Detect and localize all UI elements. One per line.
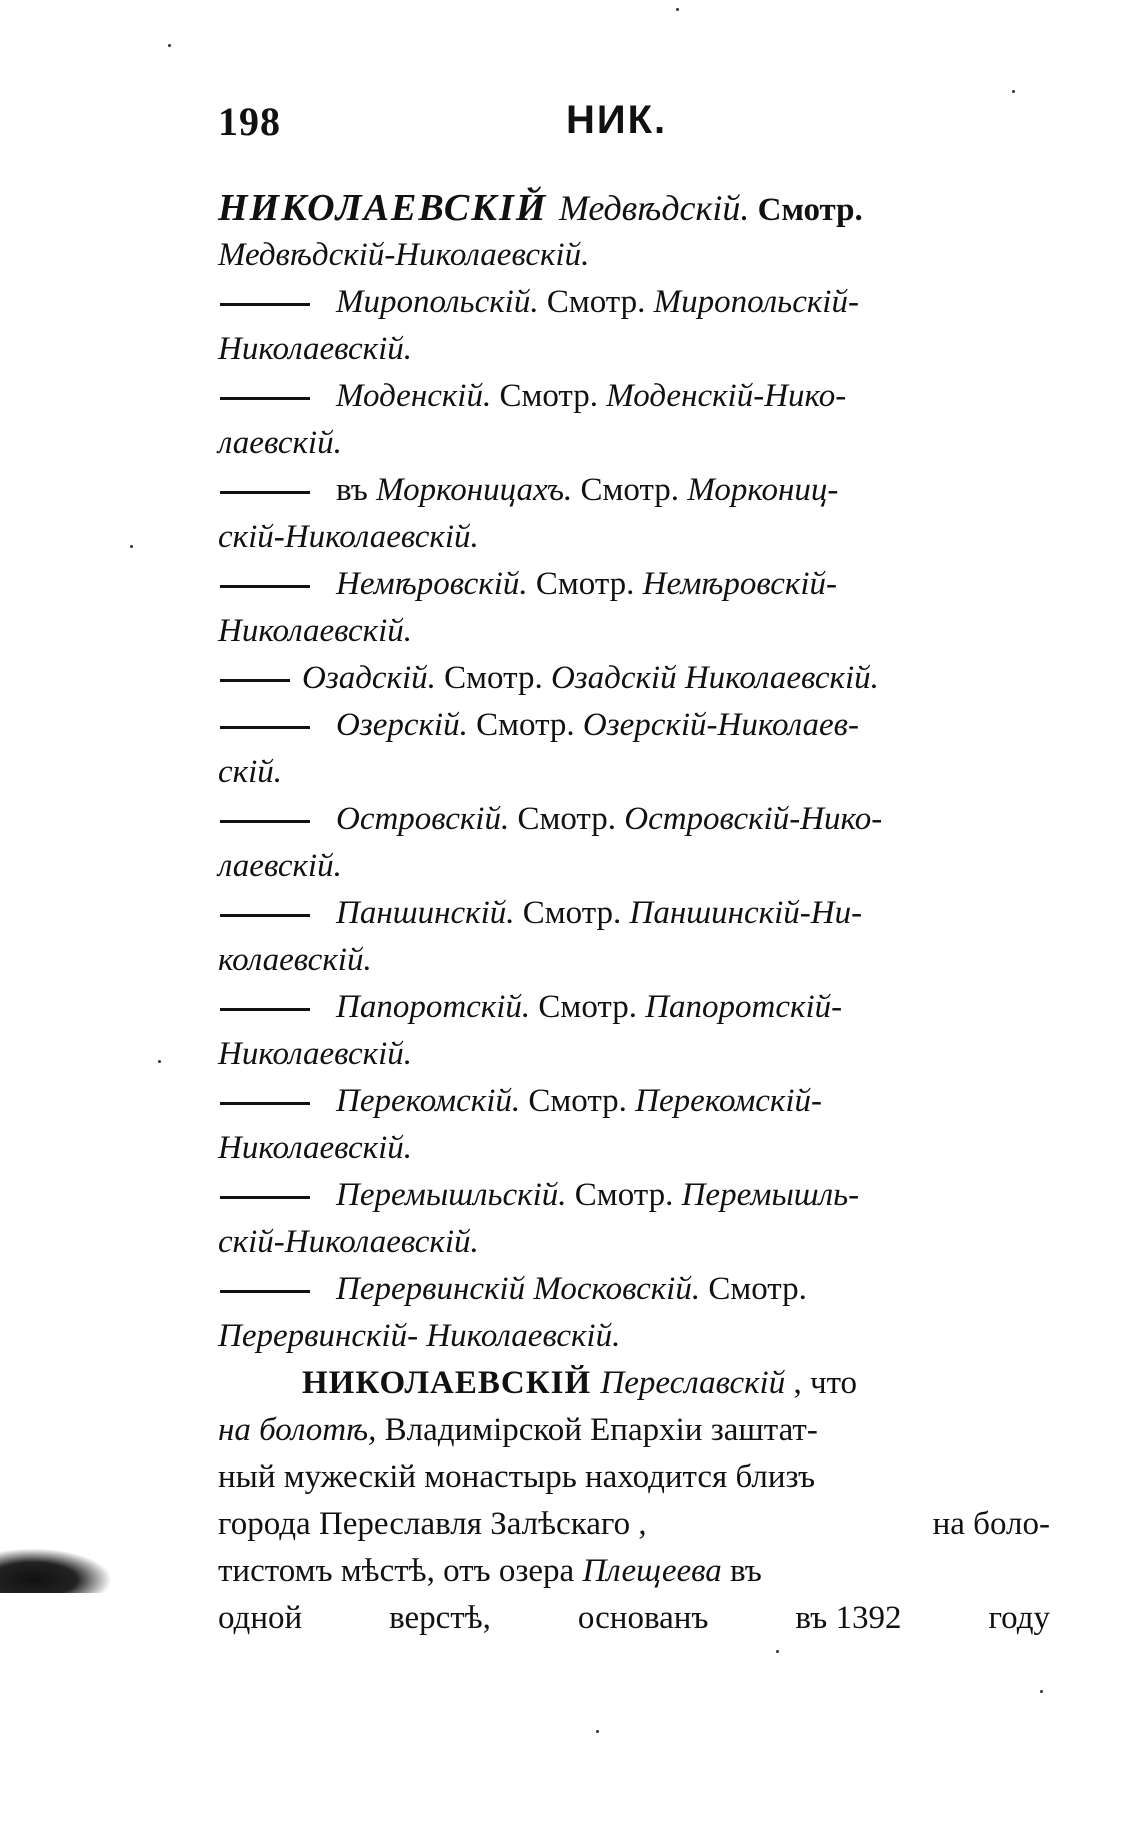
cross-reference: скій-Николаевскій.: [218, 1224, 479, 1260]
cross-reference: Немѣровскій-: [642, 566, 838, 602]
ditto-dash: [220, 491, 310, 494]
entry-title: Папоротскій.: [336, 989, 531, 1025]
see-reference: Смотр.: [538, 284, 654, 320]
entry-line: [218, 1125, 1050, 1172]
see-reference: Смотр.: [566, 1177, 682, 1213]
ditto-dash: [220, 1290, 310, 1293]
cross-reference: Моркониц-: [687, 472, 839, 508]
entry-line: [218, 890, 1050, 937]
entry-title: Морконицахъ.: [376, 472, 573, 508]
entry-title: Миропольскій.: [336, 284, 539, 320]
cross-reference: Медвѣдскій-Николаевскій.: [218, 237, 590, 273]
cross-reference: Николаевскій.: [218, 1130, 413, 1166]
scan-speck: [1012, 90, 1015, 93]
cross-reference: лаевскій.: [218, 848, 342, 884]
see-reference: Смотр.: [467, 707, 583, 743]
ditto-dash: [220, 820, 310, 823]
article-text: въ: [721, 1553, 762, 1589]
entry-title: Немѣровскій.: [336, 566, 528, 602]
cross-reference: Николаевскій.: [218, 331, 413, 367]
cross-reference: Николаевскій.: [218, 1036, 413, 1072]
page-number: 198: [218, 99, 281, 144]
ditto-dash: [220, 397, 310, 400]
entry-line: [218, 373, 1050, 420]
ditto-dash: [220, 679, 290, 682]
entry-line: [218, 749, 1050, 796]
article-text: одной: [218, 1600, 303, 1636]
article-text: тистомъ мѣстѣ, отъ озера: [218, 1553, 583, 1589]
ditto-dash: [220, 303, 310, 306]
entry-title: Перекомскій.: [336, 1083, 521, 1119]
running-head: НИК.: [566, 98, 668, 142]
entry-title: Перемышльскій.: [336, 1177, 567, 1213]
cross-reference: Перемышль-: [681, 1177, 860, 1213]
article-text: Плещеева: [582, 1553, 722, 1589]
article-headword: НИКОЛАЕВСКІЙ: [302, 1365, 601, 1401]
cross-reference: колаевскій.: [218, 942, 372, 978]
see-reference: Смотр.: [572, 472, 688, 508]
dictionary-text: [218, 185, 1050, 1642]
scan-speck: [676, 8, 679, 11]
cross-reference: Перервинскій- Николаевскій.: [218, 1318, 621, 1354]
headword: НИКОЛАЕВСКІЙ: [218, 187, 559, 229]
scan-speck: [1040, 1690, 1043, 1693]
entry-line: [218, 843, 1050, 890]
entry-line: [218, 185, 1050, 232]
entry-line: [218, 279, 1050, 326]
entry-line: [218, 937, 1050, 984]
article-title: Переславскій: [600, 1365, 786, 1401]
see-reference: Смотр.: [520, 1083, 636, 1119]
cross-reference: Перекомскій-: [635, 1083, 823, 1119]
entry-line: [218, 1031, 1050, 1078]
entry-title: Озерскій.: [336, 707, 468, 743]
ditto-dash: [220, 585, 310, 588]
entry-title: Озадскій.: [302, 660, 436, 696]
see-reference: Смотр.: [700, 1271, 807, 1307]
ditto-dash: [220, 1102, 310, 1105]
article-text: на боло-: [932, 1506, 1050, 1542]
article-text: въ 1392: [795, 1600, 902, 1636]
entry-title: Московскій.: [533, 1271, 701, 1307]
entry-line: [218, 514, 1050, 561]
article-line: [218, 1454, 1050, 1501]
entry-line: [218, 232, 1050, 279]
entry-line: [218, 467, 1050, 514]
cross-reference: Островскій-Нико-: [624, 801, 883, 837]
entry-line: [218, 420, 1050, 467]
article-text: на болотѣ,: [218, 1412, 377, 1448]
see-reference: Смотр.: [527, 566, 643, 602]
entry-line: [218, 1172, 1050, 1219]
cross-reference: Озерскій-Николаев-: [582, 707, 859, 743]
article-text: ный мужескій монастырь находится близъ: [218, 1459, 816, 1495]
scan-speck: [776, 1650, 779, 1653]
article-line: [218, 1548, 1050, 1595]
article-text: году: [988, 1600, 1050, 1636]
article-text: Владимірской Епархіи заштат-: [376, 1412, 818, 1448]
entry-title: Паншинскій.: [336, 895, 515, 931]
cross-reference: лаевскій.: [218, 425, 342, 461]
article-text: верстѣ,: [389, 1600, 491, 1636]
entry-line: [218, 1078, 1050, 1125]
cross-reference: Николаевскій.: [218, 613, 413, 649]
cross-reference: Паншинскій-Ни-: [629, 895, 863, 931]
ditto-dash: [220, 1008, 310, 1011]
see-reference: Смотр.: [749, 192, 863, 228]
cross-reference: Миропольскій-: [653, 284, 859, 320]
entry-line: [218, 1313, 1050, 1360]
cross-reference: Моденскій-Нико-: [606, 378, 847, 414]
entry-title: Перервинскій: [336, 1271, 534, 1307]
article-line: [218, 1407, 1050, 1454]
scan-speck: [158, 1060, 161, 1063]
article-line: [218, 1501, 1050, 1548]
ditto-dash: [220, 726, 310, 729]
article-line: [218, 1360, 1050, 1407]
see-reference: Смотр.: [435, 660, 551, 696]
cross-reference: Папоротскій-: [645, 989, 843, 1025]
see-reference: Смотр.: [509, 801, 625, 837]
article-text: города Переславля Залѣскаго ,: [218, 1506, 647, 1542]
entry-line: [218, 608, 1050, 655]
scan-speck: [130, 545, 133, 548]
article-line: [218, 1595, 1050, 1642]
entry-line: [218, 796, 1050, 843]
article-text: , что: [785, 1365, 858, 1401]
entry-title: Островскій.: [336, 801, 510, 837]
scan-speck: [168, 44, 171, 47]
see-reference: Смотр.: [514, 895, 630, 931]
entry-title: Медвѣдскій.: [558, 188, 750, 228]
entry-line: [218, 1266, 1050, 1313]
entry-line: [218, 326, 1050, 373]
see-reference: Смотр.: [491, 378, 607, 414]
ditto-dash: [220, 1196, 310, 1199]
see-reference: Смотр.: [530, 989, 646, 1025]
scan-smudge: [0, 1549, 110, 1593]
page-header: [218, 98, 998, 148]
entry-line: [218, 1219, 1050, 1266]
article-text: основанъ: [577, 1600, 709, 1636]
scan-speck: [596, 1730, 599, 1733]
entry-line: [218, 561, 1050, 608]
entry-line: [218, 655, 1050, 702]
cross-reference: скій-Николаевскій.: [218, 519, 479, 555]
cross-reference: скій.: [218, 754, 283, 790]
cross-reference: Озадскій Николаевскій.: [550, 660, 879, 696]
entry-title: Моденскій.: [336, 378, 492, 414]
ditto-dash: [220, 914, 310, 917]
entry-preposition: въ: [336, 472, 377, 508]
entry-line: [218, 702, 1050, 749]
entry-line: [218, 984, 1050, 1031]
